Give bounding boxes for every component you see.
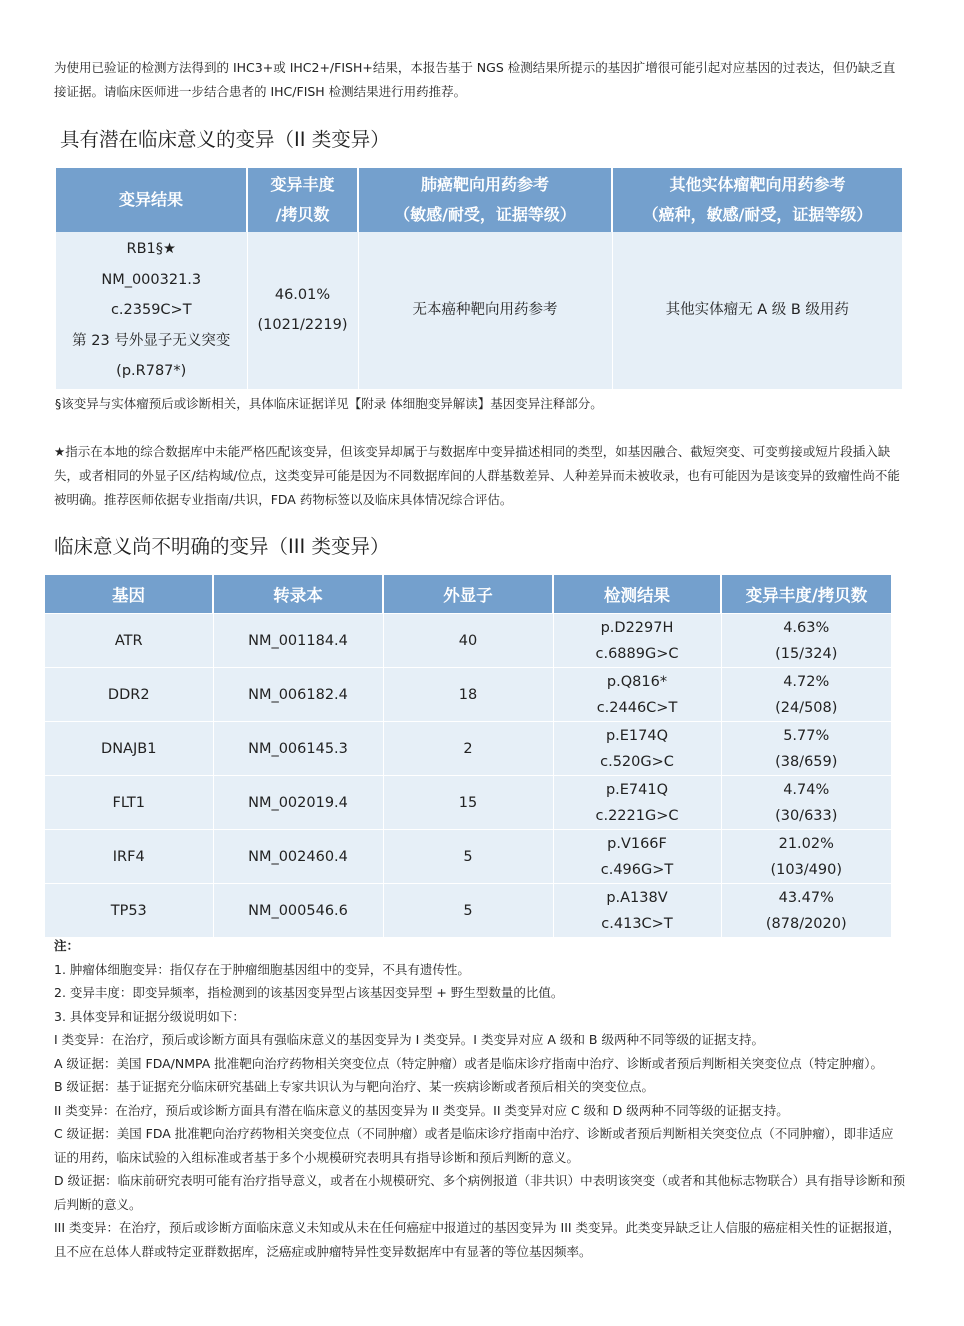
result-cell: p.E174Q c.520G>C bbox=[553, 722, 721, 776]
note-class-i: I 类变异：在治疗，预后或诊断方面具有强临床意义的基因变异为 I 类变异。I 类变异对应 A 级和 B 级两种不同等级的证据支持。 bbox=[54, 1032, 764, 1047]
header-detection-result: 检测结果 bbox=[553, 575, 721, 614]
gene-cell: DDR2 bbox=[45, 668, 213, 722]
transcript-cell: NM_000546.6 bbox=[213, 884, 383, 938]
section-heading-class-iii: 临床意义尚不明确的变异（III 类变异） bbox=[54, 535, 390, 558]
header-gene: 基因 bbox=[45, 575, 213, 614]
table-row bbox=[45, 722, 891, 776]
lung-drug-ref-cell: 无本癌种靶向用药参考 bbox=[358, 232, 612, 389]
header-exon: 外显子 bbox=[383, 575, 553, 614]
table-row bbox=[56, 232, 902, 389]
header-lung-drug-ref: 肺癌靶向用药参考 （敏感/耐受，证据等级） bbox=[358, 168, 612, 232]
note-class-iii: III 类变异：在治疗，预后或诊断方面临床意义未知或从未在任何癌症中报道过的基因变异为 III 类变异。此类变异缺乏让人信服的癌症相关性的证据报道，且不应在总体人群或特定亚群数据库，泛癌症或肿瘤特异性变异数据库中有显著的等位基因频率。 bbox=[54, 1220, 901, 1259]
table-row bbox=[45, 614, 891, 668]
table-header-row bbox=[56, 168, 902, 232]
note-level-d: D 级证据：临床前研究表明可能有治疗指导意义，或者在小规模研究、多个病例报道（非共识）中表明该突变（或者和其他标志物联合）具有指导诊断和预后判断的意义。 bbox=[54, 1173, 906, 1212]
frequency-cell: 43.47% (878/2020) bbox=[721, 884, 891, 938]
transcript-cell: NM_001184.4 bbox=[213, 614, 383, 668]
result-cell: p.E741Q c.2221G>C bbox=[553, 776, 721, 830]
transcript-cell: NM_006182.4 bbox=[213, 668, 383, 722]
frequency-cell: 5.77% (38/659) bbox=[721, 722, 891, 776]
result-cell: p.D2297H c.6889G>C bbox=[553, 614, 721, 668]
transcript-cell: NM_006145.3 bbox=[213, 722, 383, 776]
notes-title: 注： bbox=[54, 938, 80, 953]
other-tumor-drug-ref-cell: 其他实体瘤无 A 级 B 级用药 bbox=[612, 232, 902, 389]
class-iii-variant-table bbox=[45, 575, 891, 937]
notes-section bbox=[54, 934, 906, 1263]
frequency-cell: 21.02% (103/490) bbox=[721, 830, 891, 884]
rb1-footnote: §该变异与实体瘤预后或诊断相关，具体临床证据详见【附录 体细胞变异解读】基因变异注释部分。 bbox=[55, 396, 603, 411]
exon-cell: 15 bbox=[383, 776, 553, 830]
result-cell: p.A138V c.413C>T bbox=[553, 884, 721, 938]
header-variant-frequency: 变异丰度/拷贝数 bbox=[721, 575, 891, 614]
table-row bbox=[45, 776, 891, 830]
exon-cell: 2 bbox=[383, 722, 553, 776]
intro-paragraph: 为使用已验证的检测方法得到的 IHC3+或 IHC2+/FISH+结果，本报告基于 NGS 检测结果所提示的基因扩增很可能引起对应基因的过表达，但仍缺乏直接证据。请临床医师进一步结合患者的 IHC/FISH 检测结果进行用药推荐。 bbox=[54, 60, 896, 99]
result-cell: p.Q816* c.2446C>T bbox=[553, 668, 721, 722]
star-explanation-paragraph: ★指示在本地的综合数据库中未能严格匹配该变异，但该变异却属于与数据库中变异描述相同的类型，如基因融合、截短突变、可变剪接或短片段插入缺失，或者相同的外显子区/结构域/位点，这类变异可能是因为不同数据库间的人群基数差异、人种差异而未被收录，也有可能因为是该变异的致瘤性尚不能被明确。推荐医师依据专业指南/共识，FDA 药物标签以及临床具体情况综合评估。 bbox=[54, 444, 900, 507]
gene-cell: TP53 bbox=[45, 884, 213, 938]
header-frequency: 变异丰度 /拷贝数 bbox=[247, 168, 358, 232]
exon-cell: 40 bbox=[383, 614, 553, 668]
transcript-cell: NM_002019.4 bbox=[213, 776, 383, 830]
header-other-tumor-drug-ref: 其他实体瘤靶向用药参考 （癌种，敏感/耐受，证据等级） bbox=[612, 168, 902, 232]
frequency-cell: 4.63% (15/324) bbox=[721, 614, 891, 668]
variant-result-cell: RB1§★ NM_000321.3 c.2359C>T 第 23 号外显子无义突变 (p.R787*) bbox=[56, 232, 247, 389]
table-row bbox=[45, 830, 891, 884]
gene-cell: ATR bbox=[45, 614, 213, 668]
result-cell: p.V166F c.496G>T bbox=[553, 830, 721, 884]
gene-cell: IRF4 bbox=[45, 830, 213, 884]
note-item: 1. 肿瘤体细胞变异：指仅存在于肿瘤细胞基因组中的变异，不具有遗传性。 bbox=[54, 961, 470, 977]
table-row bbox=[45, 884, 891, 938]
exon-cell: 5 bbox=[383, 884, 553, 938]
frequency-cell: 4.74% (30/633) bbox=[721, 776, 891, 830]
exon-cell: 18 bbox=[383, 668, 553, 722]
table-header-row bbox=[45, 575, 891, 614]
class-ii-variant-table bbox=[56, 168, 902, 389]
note-level-a: A 级证据：美国 FDA/NMPA 批准靶向治疗药物相关突变位点（特定肿瘤）或者是临床诊疗指南中治疗、诊断或者预后判断相关突变位点（特定肿瘤）。 bbox=[54, 1055, 884, 1071]
gene-cell: FLT1 bbox=[45, 776, 213, 830]
note-item: 2. 变异丰度：即变异频率，指检测到的该基因变异型占该基因变异型 + 野生型数量的比值。 bbox=[54, 985, 564, 1000]
note-level-b: B 级证据：基于证据充分临床研究基础上专家共识认为与靶向治疗、某一疾病诊断或者预后相关的突变位点。 bbox=[54, 1079, 655, 1094]
table-row bbox=[45, 668, 891, 722]
frequency-cell: 46.01% (1021/2219) bbox=[247, 232, 358, 389]
gene-cell: DNAJB1 bbox=[45, 722, 213, 776]
frequency-cell: 4.72% (24/508) bbox=[721, 668, 891, 722]
header-transcript: 转录本 bbox=[213, 575, 383, 614]
note-level-c: C 级证据：美国 FDA 批准靶向治疗药物相关突变位点（不同肿瘤）或者是临床诊疗指南中治疗、诊断或者预后判断相关突变位点（不同肿瘤），即非适应证的用药，临床试验的入组标准或者基于多个小规模研究表明具有指导诊断和预后判断的意义。 bbox=[54, 1126, 894, 1165]
note-item: 3. 具体变异和证据分级说明如下： bbox=[54, 1008, 245, 1024]
header-variant-result: 变异结果 bbox=[56, 168, 247, 232]
note-class-ii: II 类变异：在治疗，预后或诊断方面具有潜在临床意义的基因变异为 II 类变异。II 类变异对应 C 级和 D 级两种不同等级的证据支持。 bbox=[54, 1102, 789, 1118]
exon-cell: 5 bbox=[383, 830, 553, 884]
section-heading-class-ii: 具有潜在临床意义的变异（II 类变异） bbox=[60, 128, 390, 151]
transcript-cell: NM_002460.4 bbox=[213, 830, 383, 884]
